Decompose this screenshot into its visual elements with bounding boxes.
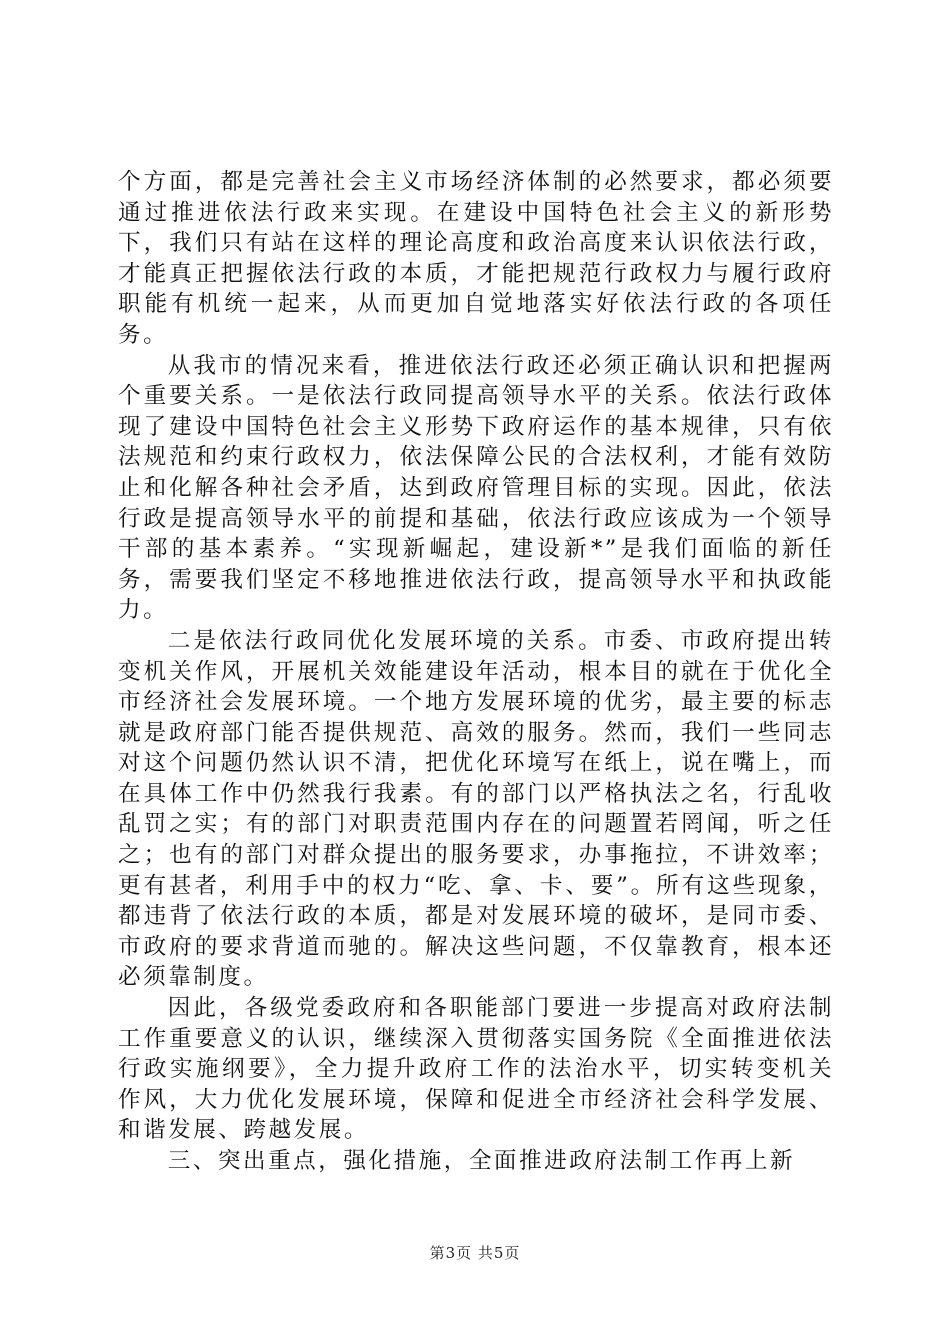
paragraph-1: 个方面，都是完善社会主义市场经济体制的必然要求，都必须要通过推进依法行政来实现。在建设中国特色社会主义的新形势下，我们只有站在这样的理论高度和政治高度来认识依法行政，才能真正把握依法行政的本质，才能把规范行政权力与履行政府职能有机统一起来，从而更加自觉地落实好依法行政的各项任务。 — [118, 169, 834, 348]
paragraph-2: 从我市的情况来看，推进依法行政还必须正确认识和把握两个重要关系。一是依法行政同提高领导水平的关系。依法行政体现了建设中国特色社会主义形势下政府运作的基本规律，只有依法规范和约束行政权力，依法保障公民的合法权利，才能有效防止和化解各种社会矛盾，达到政府管理目标的实现。因此，依法行政是提高领导水平的前提和基础，依法行政应该成为一个领导干部的基本素养。“实现新崛起，建设新*”是我们面临的新任务，需要我们坚定不移地推进依法行政，提高领导水平和执政能力。 — [118, 352, 834, 624]
document-body — [118, 167, 834, 1177]
page-number-footer: 第3页 共5页 — [429, 1244, 521, 1262]
paragraph-3: 二是依法行政同优化发展环境的关系。市委、市政府提出转变机关作风，开展机关效能建设年活动，根本目的就在于优化全市经济社会发展环境。一个地方发展环境的优劣，最主要的标志就是政府部门能否提供规范、高效的服务。然而，我们一些同志对这个问题仍然认识不清，把优化环境写在纸上，说在嘴上，而在具体工作中仍然我行我素。有的部门以严格执法之名，行乱收乱罚之实；有的部门对职责范围内存在的问题置若罔闻，听之任之；也有的部门对群众提出的服务要求，办事拖拉，不讲效率；更有甚者，利用手中的权力“吃、拿、卡、要”。所有这些现象，都违背了依法行政的本质，都是对发展环境的破坏，是同市委、市政府的要求背道而驰的。解决这些问题，不仅靠教育，根本还必须靠制度。 — [118, 627, 834, 991]
paragraph-5: 三、突出重点，强化措施，全面推进政府法制工作再上新 — [167, 1148, 796, 1174]
paragraph-4: 因此，各级党委政府和各职能部门要进一步提高对政府法制工作重要意义的认识，继续深入贯彻落实国务院《全面推进依法行政实施纲要》，全力提升政府工作的法治水平，切实转变机关作风，大力优化发展环境，保障和促进全市经济社会科学发展、和谐发展、跨越发展。 — [118, 995, 834, 1144]
